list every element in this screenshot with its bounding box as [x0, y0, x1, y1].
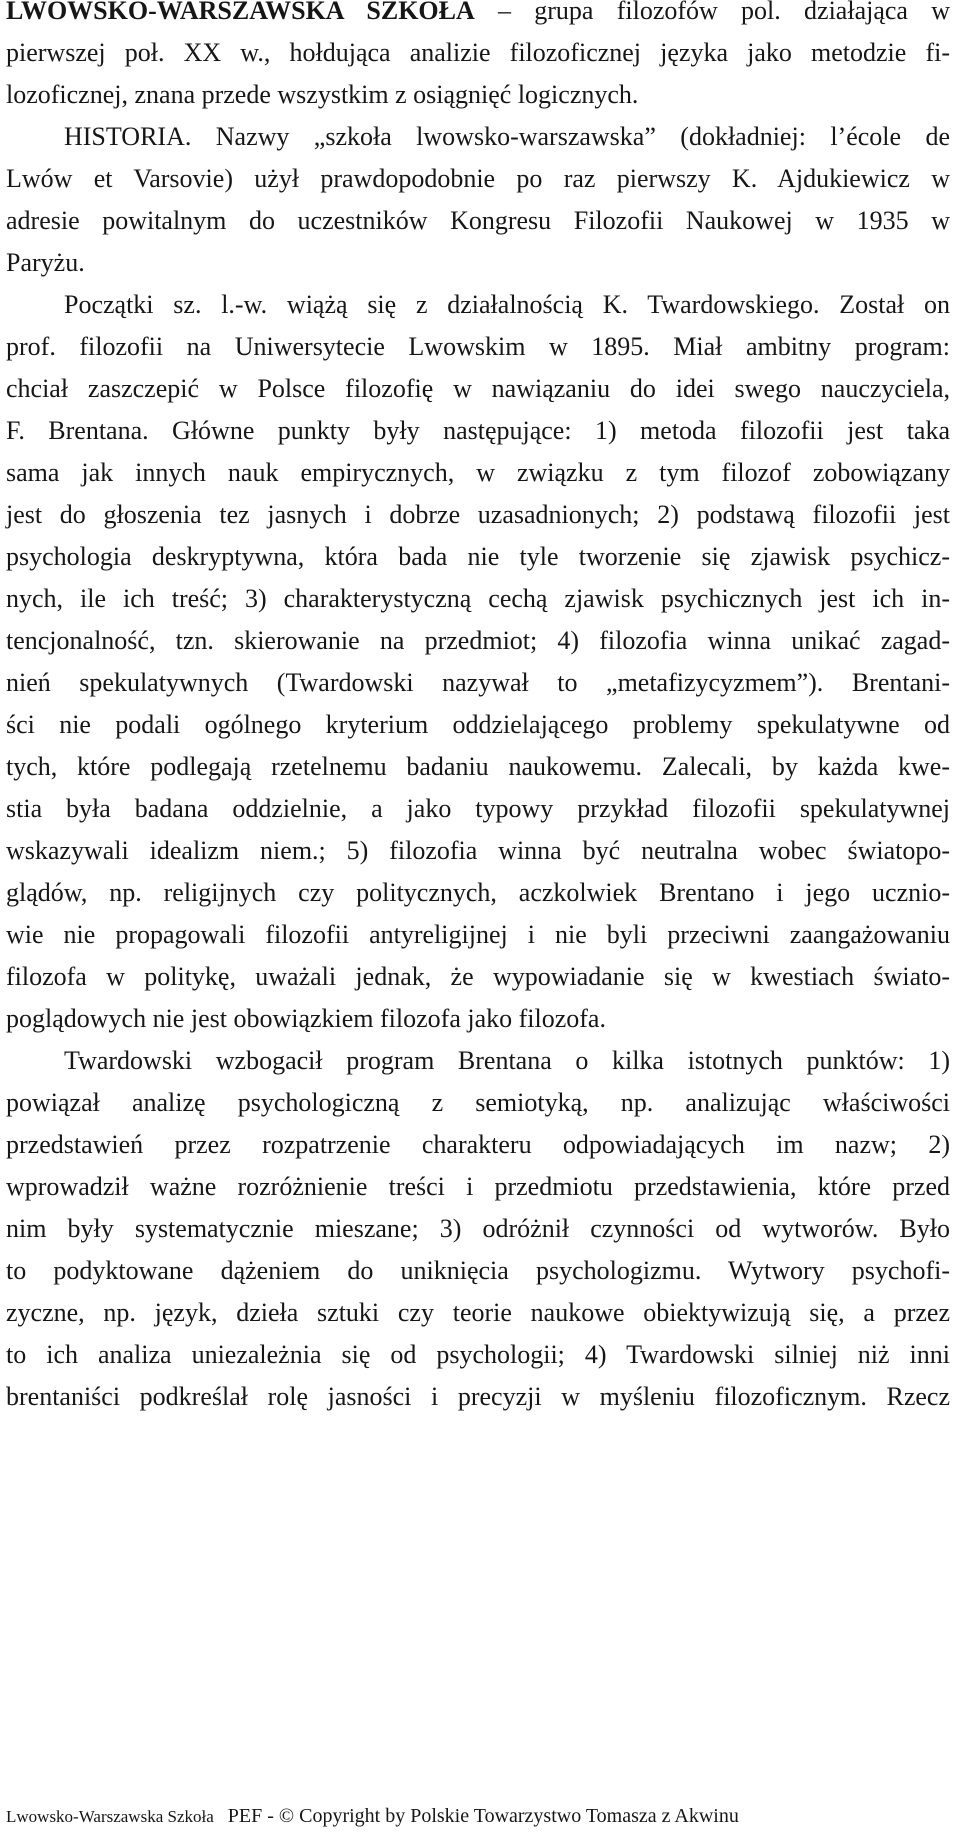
text-line: adresie powitalnym do uczestników Kongresu Filozofii Naukowej w 1935 w [6, 206, 950, 235]
text-line: sama jak innych nauk empirycznych, w związku z tym filozof zobowiązany [6, 458, 950, 487]
text-line: Lwów et Varsovie) użył prawdopodobnie po raz pierwszy K. Ajdukiewicz w [6, 164, 950, 193]
text-line: przedstawień przez rozpatrzenie charakteru odpowiadających im nazw; 2) [6, 1130, 950, 1159]
entry-definition-start: – grupa filozofów pol. działająca w [474, 0, 950, 25]
text-line: to podyktowane dążeniem do uniknięcia psychologizmu. Wytwory psychofi- [6, 1256, 950, 1285]
text-line: to ich analiza uniezależnia się od psychologii; 4) Twardowski silniej niż inni [6, 1340, 950, 1369]
text-line: tych, które podlegają rzetelnemu badaniu naukowemu. Zalecali, by każda kwe- [6, 752, 950, 781]
text-line: poglądowych nie jest obowiązkiem filozofa jako filozofa. [6, 1004, 606, 1033]
paragraph-first-line: Twardowski wzbogacił program Brentana o kilka istotnych punktów: 1) [64, 1046, 950, 1075]
text-line: wskazywali idealizm niem.; 5) filozofia winna być neutralna wobec światopo- [6, 836, 950, 865]
section-heading-line [6, 120, 950, 154]
text-line: psychologia deskryptywna, która bada nie tyle tworzenie się zjawisk psychicz- [6, 542, 950, 571]
text-line: nim były systematycznie mieszane; 3) odróżnił czynności od wytworów. Było [6, 1214, 950, 1243]
text-line: nień spekulatywnych (Twardowski nazywał to „metafizycyzmem”). Brentani- [6, 668, 950, 697]
text-line: chciał zaszczepić w Polsce filozofię w nawiązaniu do idei swego nauczyciela, [6, 374, 950, 403]
paragraph-first-line: Początki sz. l.-w. wiążą się z działalnością K. Twardowskiego. Został on [64, 290, 950, 319]
history-section-text: HISTORIA. Nazwy „szkoła lwowsko-warszawska” (dokładniej: l’école de [64, 122, 950, 151]
footer-copyright: PEF - © Copyright by Polskie Towarzystwo Tomasza z Akwinu [227, 1805, 739, 1827]
text-line: nych, ile ich treść; 3) charakterystyczną cechą zjawisk psychicznych jest ich in- [6, 584, 950, 613]
text-line: zyczne, np. język, dzieła sztuki czy teorie naukowe obiektywizują się, a przez [6, 1298, 950, 1327]
text-line: prof. filozofii na Uniwersytecie Lwowskim w 1895. Miał ambitny program: [6, 332, 950, 361]
entry-headword: LWOWSKO-WARSZAWSKA SZKOŁA [6, 0, 475, 25]
text-line: wie nie propagowali filozofii antyreligijnej i nie byli przeciwni zaangażowaniu [6, 920, 950, 949]
text-line: lozoficznej, znana przede wszystkim z osiągnięć logicznych. [6, 80, 639, 109]
page-footer [6, 1803, 950, 1830]
text-line: wprowadził ważne rozróżnienie treści i przedmiotu przedstawienia, które przed [6, 1172, 950, 1201]
text-line: jest do głoszenia tez jasnych i dobrze uzasadnionych; 2) podstawą filozofii jest [6, 500, 950, 529]
text-line: pierwszej poł. XX w., hołdująca analizie filozoficznej języka jako metodzie fi- [6, 38, 950, 67]
text-line: stia była badana oddzielnie, a jako typowy przykład filozofii spekulatywnej [6, 794, 950, 823]
text-line: Paryżu. [6, 248, 85, 277]
entry-first-line [6, 0, 950, 28]
text-line: filozofa w politykę, uważali jednak, że wypowiadanie się w kwestiach świato- [6, 962, 950, 991]
text-line: powiązał analizę psychologiczną z semiotyką, np. analizując właściwości [6, 1088, 950, 1117]
text-line: tencjonalność, tzn. skierowanie na przedmiot; 4) filozofia winna unikać zagad- [6, 626, 950, 655]
text-line: brentaniści podkreślał rolę jasności i precyzji w myśleniu filozoficznym. Rzecz [6, 1382, 950, 1411]
text-line: glądów, np. religijnych czy politycznych, aczkolwiek Brentano i jego ucznio- [6, 878, 950, 907]
footer-entry-title: Lwowsko-Warszawska Szkoła [6, 1807, 214, 1826]
text-line: ści nie podali ogólnego kryterium oddzielającego problemy spekulatywne od [6, 710, 950, 739]
text-line: F. Brentana. Główne punkty były następujące: 1) metoda filozofii jest taka [6, 416, 950, 445]
